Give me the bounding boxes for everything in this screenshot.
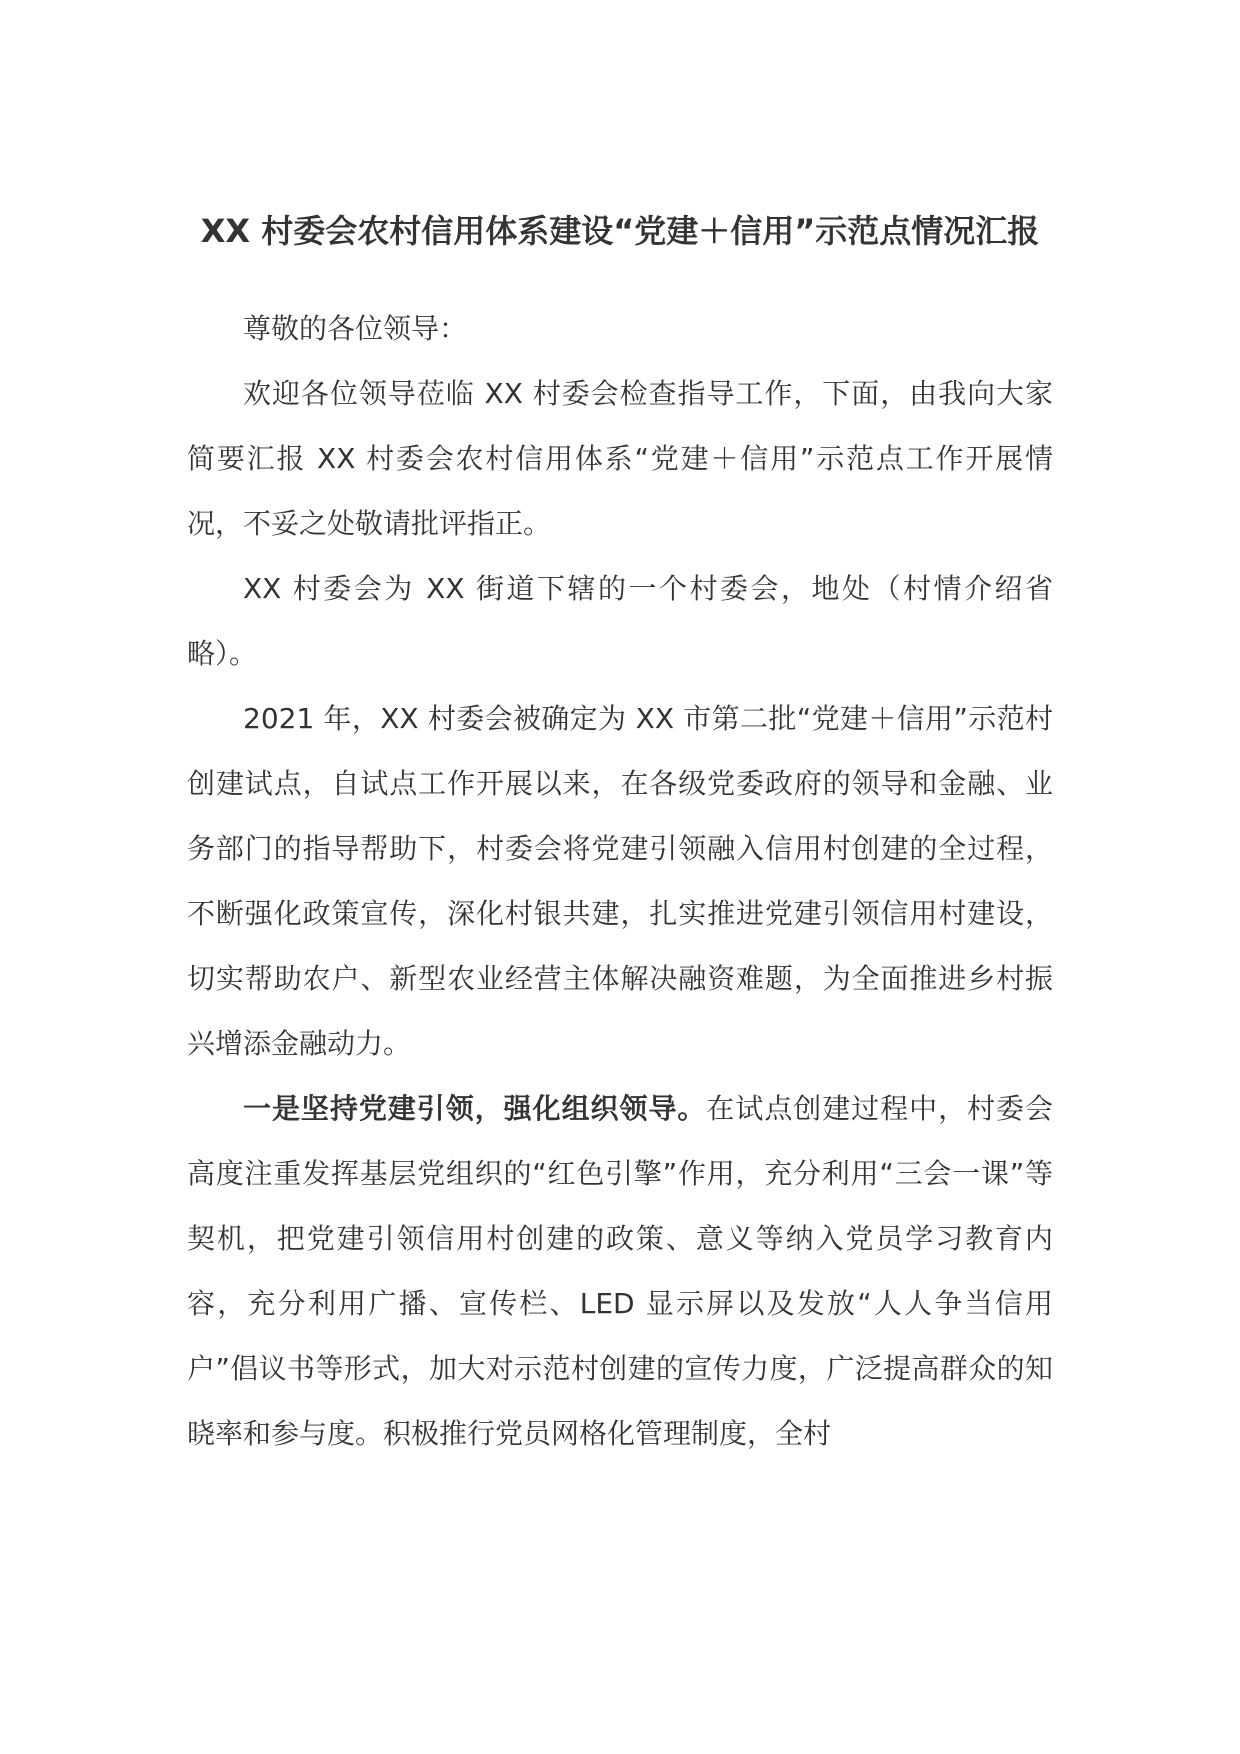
salutation: 尊敬的各位领导： [243,312,468,345]
document-body [187,296,1053,1466]
paragraph-text: 欢迎各位领导莅临 XX 村委会检查指导工作，下面，由我向大家简要汇报 XX 村委会农村信用体系“党建＋信用”示范点工作开展情况，不妥之处敬请批评指正。 [187,377,1053,540]
paragraph-party-leadership [187,1076,1053,1466]
paragraph-text: 在试点创建过程中，村委会高度注重发挥基层党组织的“红色引擎”作用，充分利用“三会一课”等契机，把党建引领信用村创建的政策、意义等纳入党员学习教育内容，充分利用广播、宣传栏、LED 显示屏以及发放“人人争当信用户”倡议书等形式，加大对示范村创建的宣传力度，广泛提高群众的知晓率和参与度。积极推行党员网格化管理制度，全村 [187,1092,1053,1450]
paragraph-pilot-overview [187,686,1053,1076]
paragraph-welcome [187,361,1053,556]
paragraph-lead-heading: 一是坚持党建引领，强化组织领导。 [243,1092,707,1125]
paragraph-village-intro [187,556,1053,686]
document-title: XX 村委会农村信用体系建设“党建＋信用”示范点情况汇报 [200,212,1040,250]
document-page [187,200,1053,1466]
paragraph-text: XX 村委会为 XX 街道下辖的一个村委会，地处（村情介绍省略）。 [187,572,1053,670]
paragraph-text: 2021 年，XX 村委会被确定为 XX 市第二批“党建＋信用”示范村创建试点，自试点工作开展以来，在各级党委政府的领导和金融、业务部门的指导帮助下，村委会将党建引领融入信用村创建的全过程，不断强化政策宣传，深化村银共建，扎实推进党建引领信用村建设，切实帮助农户、新型农业经营主体解决融资难题，为全面推进乡村振兴增添金融动力。 [187,702,1053,1060]
